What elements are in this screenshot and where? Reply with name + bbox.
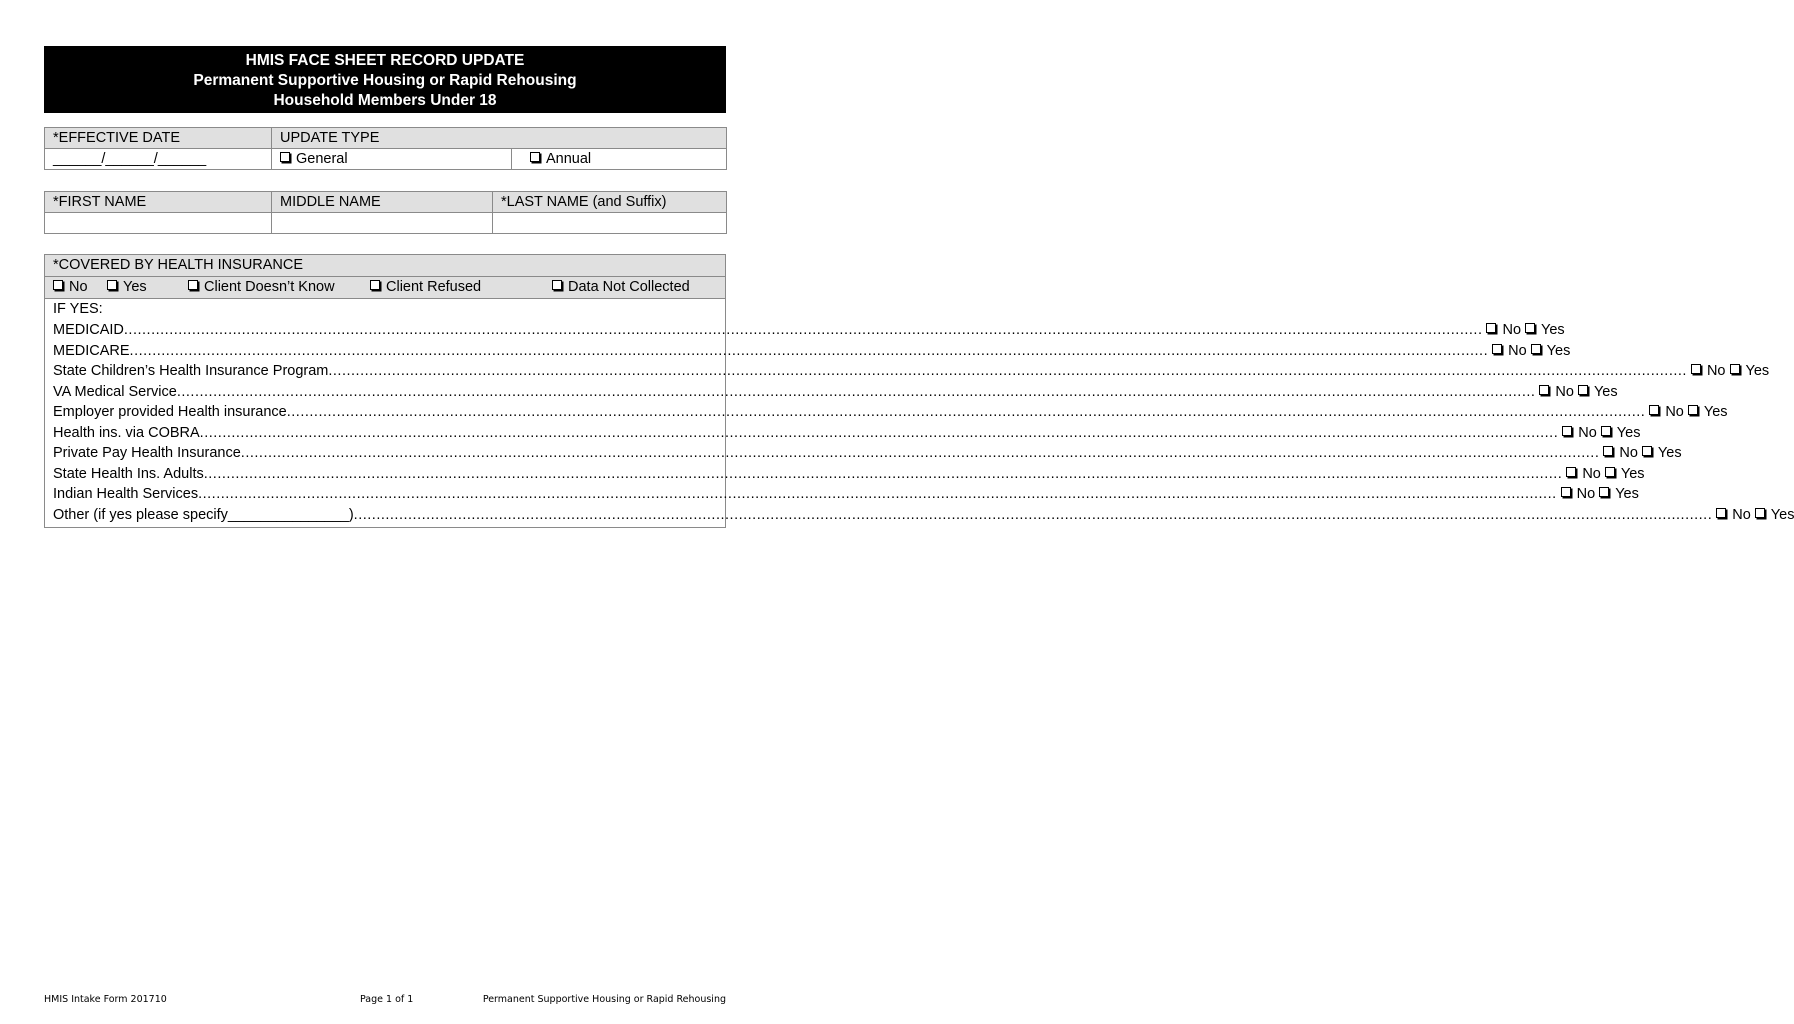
health-insurance-title: *COVERED BY HEALTH INSURANCE (45, 255, 725, 277)
yes-no-options (1558, 423, 1640, 444)
name-table (44, 191, 727, 234)
dot-leader: ............................................................................................................................................................................................................................................................................................................ (198, 486, 1557, 502)
insurance-type-row (45, 423, 1641, 444)
insurance-type-label: State Children’s Health Insurance Program (53, 363, 329, 379)
first-name-label: *FIRST NAME (45, 192, 272, 213)
no-checkbox[interactable]: No (1566, 466, 1601, 482)
yes-no-options (1687, 361, 1769, 382)
yes-checkbox[interactable]: Yes (1605, 466, 1645, 482)
last-name-label: *LAST NAME (and Suffix) (493, 192, 727, 213)
option-yes[interactable]: Yes (107, 277, 147, 298)
yes-no-options (1488, 341, 1570, 362)
dot-leader: ............................................................................................................................................................................................................................................................................................................ (176, 383, 1536, 400)
option-no[interactable]: No (53, 277, 88, 298)
insurance-type-row (45, 341, 1571, 362)
insurance-type-label: Health ins. via COBRA (53, 424, 200, 441)
checkbox-icon (530, 151, 546, 167)
insurance-type-list (45, 320, 1794, 525)
health-insurance-options (45, 277, 725, 299)
insurance-type-label: MEDICARE (53, 342, 130, 359)
footer-program: Permanent Supportive Housing or Rapid Rehousing (482, 994, 726, 1005)
no-checkbox[interactable]: No (1691, 363, 1726, 379)
yes-checkbox[interactable]: Yes (1730, 363, 1770, 379)
form-subtitle: Permanent Supportive Housing or Rapid Rehousing (193, 72, 577, 89)
if-yes-label: IF YES: (53, 301, 103, 317)
yes-checkbox[interactable]: Yes (1578, 384, 1618, 400)
yes-checkbox[interactable]: Yes (1642, 445, 1682, 461)
insurance-type-row (45, 361, 1770, 382)
option-client-doesnt-know[interactable]: Client Doesn’t Know (188, 277, 335, 298)
form-title: HMIS FACE SHEET RECORD UPDATE (245, 52, 525, 69)
insurance-type-label: Private Pay Health Insurance (53, 445, 241, 461)
option-client-refused[interactable]: Client Refused (370, 277, 481, 298)
dot-leader: ............................................................................................................................................................................................................................................................................................................ (286, 404, 1646, 420)
no-checkbox[interactable]: No (1562, 425, 1597, 441)
insurance-type-row (45, 464, 1645, 485)
general-label: General (296, 151, 348, 167)
dot-leader: ............................................................................................................................................................................................................................................................................................................ (328, 363, 1687, 379)
insurance-type-row (45, 402, 1728, 423)
insurance-type-label: Other (if yes please specify_______________) (53, 506, 354, 523)
insurance-type-row (45, 382, 1618, 403)
insurance-type-label: Indian Health Services (53, 486, 199, 502)
no-checkbox[interactable]: No (1603, 445, 1638, 461)
form-header (44, 46, 726, 113)
first-name-field[interactable] (45, 213, 272, 234)
dot-leader: ............................................................................................................................................................................................................................................................................................................ (353, 506, 1713, 523)
yes-checkbox[interactable]: Yes (1599, 486, 1639, 502)
no-checkbox[interactable]: No (1492, 343, 1527, 359)
effective-date-field[interactable]: ______/______/______ (45, 149, 272, 170)
yes-checkbox[interactable]: Yes (1755, 507, 1794, 523)
annual-checkbox[interactable] (512, 149, 727, 170)
no-checkbox[interactable]: No (1539, 384, 1574, 400)
health-insurance-section (44, 254, 1794, 528)
yes-no-options (1599, 443, 1681, 464)
yes-no-options (1557, 484, 1639, 505)
effective-date-label: *EFFECTIVE DATE (45, 128, 272, 149)
insurance-type-label: MEDICAID (53, 322, 124, 338)
update-type-label: UPDATE TYPE (272, 128, 727, 149)
no-checkbox[interactable]: No (1716, 507, 1751, 523)
middle-name-field[interactable] (272, 213, 493, 234)
middle-name-label: MIDDLE NAME (272, 192, 493, 213)
no-checkbox[interactable]: No (1561, 486, 1596, 502)
checkbox-icon (280, 151, 296, 167)
effective-date-table (44, 127, 727, 170)
insurance-type-label: Employer provided Health insurance (53, 404, 287, 420)
dot-leader: ............................................................................................................................................................................................................................................................................................................ (123, 322, 1483, 338)
no-checkbox[interactable]: No (1649, 404, 1684, 420)
general-checkbox[interactable] (272, 149, 512, 170)
insurance-type-row (45, 505, 1794, 526)
yes-no-options (1712, 505, 1794, 526)
insurance-type-label: VA Medical Service (53, 383, 177, 400)
form-subtitle-2: Household Members Under 18 (273, 92, 497, 109)
yes-checkbox[interactable]: Yes (1531, 343, 1571, 359)
yes-no-options (1535, 382, 1617, 403)
footer-form-id: HMIS Intake Form 201710 (44, 994, 167, 1005)
insurance-type-label: State Health Ins. Adults (53, 465, 204, 482)
annual-label: Annual (546, 151, 592, 167)
yes-no-options (1562, 464, 1644, 485)
option-data-not-collected[interactable]: Data Not Collected (552, 277, 690, 298)
insurance-type-row (45, 484, 1639, 505)
dot-leader: ............................................................................................................................................................................................................................................................................................................ (203, 465, 1563, 482)
yes-no-options (1645, 402, 1727, 423)
yes-no-options (1482, 320, 1564, 341)
insurance-type-row (45, 443, 1682, 464)
last-name-field[interactable] (493, 213, 727, 234)
dot-leader: ............................................................................................................................................................................................................................................................................................................ (199, 424, 1559, 441)
yes-checkbox[interactable]: Yes (1525, 322, 1565, 338)
footer-page-number: Page 1 of 1 (360, 994, 414, 1005)
no-checkbox[interactable]: No (1486, 322, 1521, 338)
dot-leader: ............................................................................................................................................................................................................................................................................................................ (240, 445, 1600, 461)
dot-leader: ............................................................................................................................................................................................................................................................................................................ (129, 342, 1489, 359)
yes-checkbox[interactable]: Yes (1688, 404, 1728, 420)
yes-checkbox[interactable]: Yes (1601, 425, 1641, 441)
insurance-type-row (45, 320, 1565, 341)
